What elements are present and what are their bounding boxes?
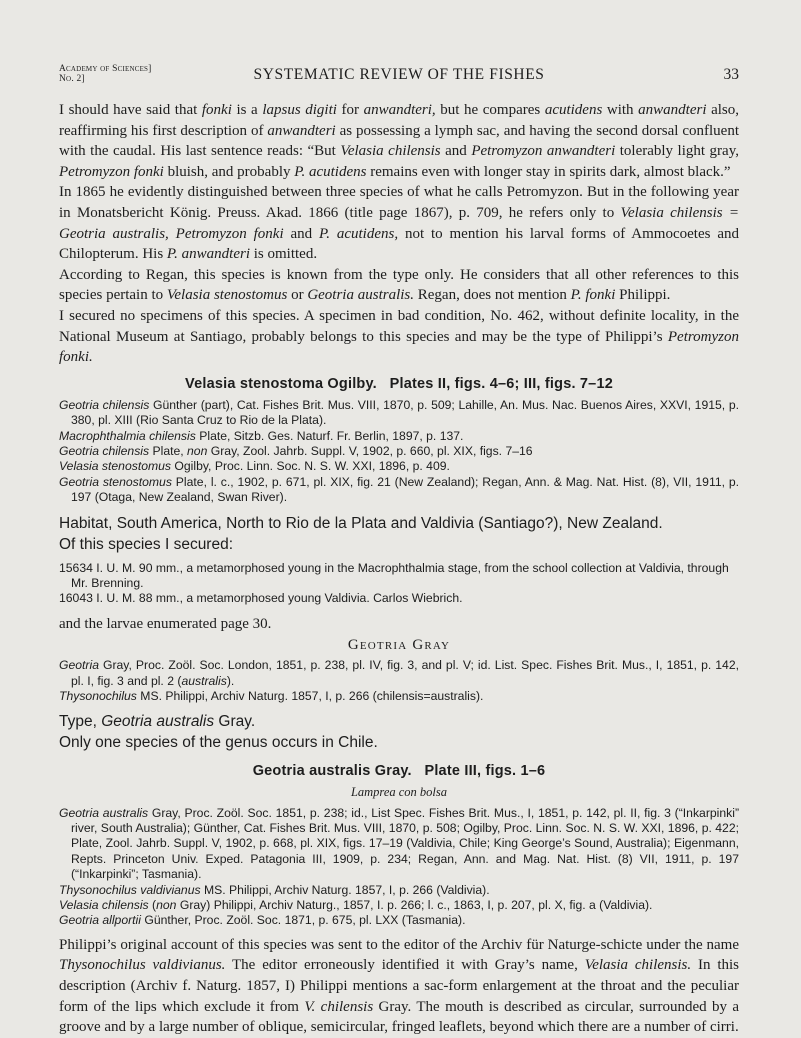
italic-run: anwandteri [267,122,336,139]
italic-run: non [156,898,177,913]
italic-run: P. acutidens [294,163,367,180]
italic-run: Petromyzon fonki. [59,328,739,366]
paragraph-lapsus-digiti: I should have said that fonki is a lapsus digiti for anwandteri, but he compares acutidens with anwandteri also, reaffirming his first description of anwandteri as possessing a lymph sac, and having the second dorsal confluent with the caudal. His last sentence reads: “But Velasia chilensis and Petromyzon anwandteri tolerably light gray, Petromyzon fonki bluish, and probably P. acutidens remains even with longer stay in spirits dark, almost black.” [59,102,739,180]
species-plates: Plate III, figs. 1–6 [424,762,546,779]
synonym-entry: Velasia stenostomus Ogilby, Proc. Linn. Soc. N. S. W. XXI, 1896, p. 409. [59,459,450,474]
italic-run: Velasia stenostomus [166,287,288,304]
synonym-entry: Geotria Gray, Proc. Zoöl. Soc. London, 1851, p. 238, pl. IV, fig. 3, and pl. V; id. List. Spec. Fishes Brit. Mus., I, 1851, p. 142, pl. I, fig. 3 and pl. 2 (australis). [59,658,739,688]
genus-type [59,711,739,753]
italic-run: Geotria allportii [59,913,141,928]
italic-run: P. fonki [570,287,616,304]
species-name: Geotria australis Gray. [252,762,412,779]
italic-run: Geotria chilensis [59,397,150,412]
specimen-entry: 16043 I. U. M. 88 mm., a metamorphosed young Valdivia. Carlos Wiebrich. [59,591,463,606]
synonym-entry: Geotria chilensis Plate, non Gray, Zool. Jahrb. Suppl. V, 1902, p. 660, pl. XIX, figs. 7–16 [59,443,533,458]
italic-run: Thysonochilus valdivianus [59,882,201,897]
running-title: SYSTEMATIC REVIEW OF THE FISHES [253,66,545,83]
synonym-entry: Thysonochilus valdivianus MS. Philippi, Archiv Naturg. 1857, I, p. 266 (Valdivia). [59,882,490,897]
italic-run: Geotria [59,658,99,673]
italic-run: Thysonochilus valdivianus. [59,957,226,974]
italic-run: australis [181,673,227,688]
synonym-entry: Velasia chilensis (non Gray) Philippi, Archiv Naturg., 1857, I. p. 266; l. c., 1863, I, p. 207, pl. X, fig. a (Valdivia). [59,898,653,913]
italic-run: Geotria chilensis [59,443,150,458]
italic-run: anwandteri, [363,102,436,118]
synonymy-geotria-australis [59,806,739,929]
species-heading-velasia [59,376,739,392]
synonym-entry: Macrophthalmia chilensis Plate, Sitzb. Ges. Naturf. Fr. Berlin, 1897, p. 137. [59,428,464,443]
italic-run: P. anwandteri [166,246,250,263]
synonym-entry: Geotria chilensis Günther (part), Cat. Fishes Brit. Mus. VIII, 1870, p. 509; Lahille, An. Mus. Nac. Buenos Aires, XXVI, 1915, p. 380, pl. XIII (Rio Santa Cruz to Rio de la Plata). [59,397,739,428]
vernacular-name: Lamprea con bolsa [350,784,448,799]
secured-text: Of this species I secured: [59,535,234,553]
specimen-entry: 15634 I. U. M. 90 mm., a metamorphosed young in the Macrophthalmia stage, from the school collection at Valdivia, through Mr. Brenning. [59,560,729,590]
paragraph-philippi-account: Philippi’s original account of this species was sent to the editor of the Archiv für Naturge-schicte under the name Thysonochilus valdivianus. The editor erroneously identified it with Gray’s name, Velasia chilensis. In this description (Archiv f. Naturg. 1857, I) Philippi mentions a sac-form enlargement at the throat and the peculiar form of the lips which exclude it from V. chilensis Gray. The mouth is described as circular, surrounded by a groove and by a large number of oblique, semicircular, fringed leaflets, beyond which there are a number of cirri. [59,936,740,1036]
journal-line-1: Academy of Sciences] [59,64,152,74]
italic-run: Velasia chilensis [340,143,441,160]
species-heading-geotria [59,763,739,779]
italic-run: Petromyzon anwandteri [471,143,616,160]
italic-run: non [187,443,208,458]
italic-run: Velasia chilensis. [584,957,692,974]
italic-run: lapsus digiti [262,102,337,118]
italic-run: Geotria stenostomus [59,474,172,489]
journal-line-2: No. 2] [59,74,85,84]
only-one-species: Only one species of the genus occurs in Chile. [59,733,378,751]
type-name: Geotria australis [101,712,215,730]
italic-run: fonki [201,102,232,118]
italic-run: Petromyzon fonki [59,163,164,180]
italic-run: Velasia stenostomus [59,459,172,474]
habitat-text: Habitat, South America, North to Rio de la Plata and Valdivia (Santiago?), New Zealand. [59,514,663,532]
italic-run: anwandteri [638,102,707,118]
italic-run: V. chilensis [304,998,374,1015]
genus-heading: Geotria Gray [347,637,451,654]
page-number: 33 [723,66,739,83]
italic-run: Macrophthalmia chilensis [59,428,196,443]
paragraph-specimens-none: I secured no specimens of this species. A specimen in bad condition, No. 462, without definite locality, in the National Museum at Santiago, probably belongs to this species and may be the type of Philippi’s Petromyzon fonki. [59,307,739,366]
paragraph-1865: In 1865 he evidently distinguished between three species of what he calls Petromyzon. But in the following year in Monatsbericht König. Preuss. Akad. 1866 (title page 1867), p. 709, he refers only to Velasia chilensis = Geotria australis, Petromyzon fonki and P. acutidens, not to mention his larval forms of Ammocoetes and Chilopterum. His P. anwandteri is omitted. [59,184,739,263]
italic-run: P. acutidens, [319,225,399,242]
type-suffix: Gray. [214,712,256,730]
italic-run: Velasia chilensis = Geotria australis, Petromyzon fonki [59,204,739,242]
italic-run: acutidens [544,102,603,118]
type-prefix: Type, [59,712,102,730]
synonymy-velasia [59,398,739,506]
habitat-statement [59,513,739,555]
italic-run: Velasia chilensis [59,898,149,913]
species-name: Velasia stenostoma Ogilby. [185,375,377,392]
synonym-entry: Thysonochilus MS. Philippi, Archiv Naturg. 1857, I, p. 266 (chilensis=australis). [59,689,484,704]
synonym-entry: Geotria stenostomus Plate, l. c., 1902, p. 671, pl. XIX, fig. 21 (New Zealand); Regan, Ann. & Mag. Nat. Hist. (8), VII, 1911, p. 197 (Otaga, New Zealand, Swan River). [59,474,740,505]
italic-run: Geotria australis. [307,287,414,304]
species-plates: Plates II, figs. 4–6; III, figs. 7–12 [389,375,613,392]
specimen-list [59,561,739,607]
page [59,62,739,1038]
paragraph-regan: According to Regan, this species is known from the type only. He considers that all other references to this species pertain to Velasia stenostomus or Geotria australis. Regan, does not mention P. fonki Philippi. [59,266,739,304]
synonym-entry: Geotria allportii Günther, Proc. Zoöl. Soc. 1871, p. 675, pl. LXX (Tasmania). [59,913,466,928]
italic-run: Thysonochilus [59,689,137,704]
larvae-note: and the larvae enumerated page 30. [59,615,272,632]
italic-run: Geotria australis [59,805,149,820]
synonymy-geotria [59,658,739,704]
synonym-entry: Geotria australis Gray, Proc. Zoöl. Soc. 1851, p. 238; id., List Spec. Fishes Brit. Mus., I, 1851, p. 142, pl. II, fig. 3 (“Inkarpinki” river, South Australia); Günther, Cat. Fishes Brit. Mus. VIII, 1870, p. 508; Ogilby, Proc. Linn. Soc. N. S. W. XXI, 1896, p. 422; Plate, Zool. Jahrb. Suppl. V, 1902, p. 668, pl. XIX, figs. 17–19 (Valdivia, Chile; King George’s Sound, Australia); Eigenmann, Repts. Princeton Univ. Exped. Patagonia III, 1909, p. 234; Regan, Ann. and Mag. Nat. Hist. (8) VII, 1911, p. 197 (“Inkarpinki”; Tasmania). [59,805,739,882]
running-head [59,62,739,88]
